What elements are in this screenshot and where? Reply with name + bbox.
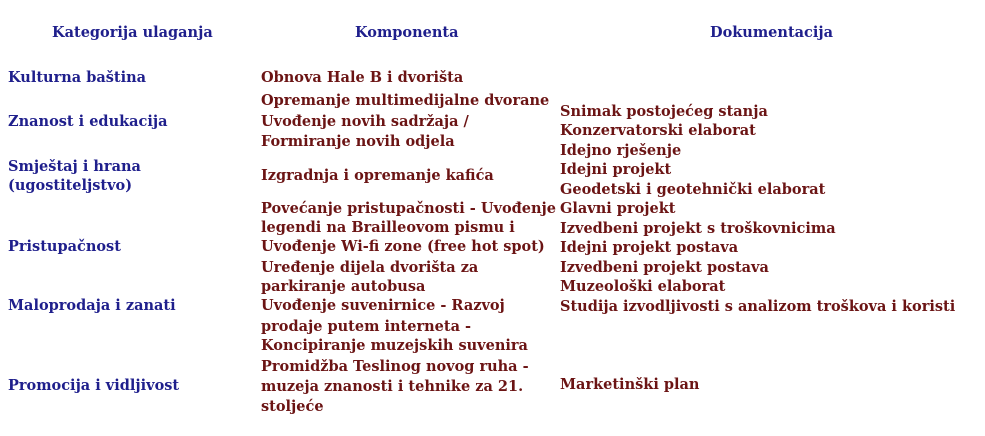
documentation-item: Glavni projekt: [560, 200, 676, 218]
component-line: Koncipiranje muzejskih suvenira: [261, 337, 528, 354]
component-line: Povećanje pristupačnosti - Uvođenje: [261, 200, 556, 217]
header-component: Komponenta: [355, 24, 459, 41]
documentation-item: Izvedbeni projekt postava: [560, 258, 769, 276]
component-line: Formiranje novih odjela: [261, 133, 455, 150]
component-line: prodaje putem interneta -: [261, 318, 472, 335]
documentation-item: Snimak postojećeg stanja: [560, 103, 768, 120]
component-line: Obnova Hale B i dvorišta: [261, 69, 464, 86]
component-line: Izgradnja i opremanje kafića: [261, 167, 494, 184]
component-line: Uvođenje Wi-fi zone (free hot spot): [261, 238, 545, 255]
documentation-item: Konzervatorski elaborat: [560, 122, 756, 140]
documentation-marketing-plan: Marketinški plan: [560, 376, 700, 393]
component-line: Uvođenje novih sadržaja /: [261, 113, 469, 130]
category-accommodation-food-sub: (ugostiteljstvo): [8, 177, 133, 194]
component-line: muzeja znanosti i tehnike za 21.: [261, 378, 524, 395]
category-retail-crafts: Maloprodaja i zanati: [8, 297, 176, 314]
documentation-item: Izvedbeni projekt s troškovnicima: [560, 219, 836, 237]
documentation-item: Idejno rješenje: [560, 141, 682, 159]
component-line: Promidžba Teslinog novog ruha -: [261, 358, 529, 375]
component-line: parkiranje autobusa: [261, 278, 426, 295]
component-line: Opremanje multimedijalne dvorane: [261, 92, 550, 109]
documentation-item: Muzeološki elaborat: [560, 278, 726, 296]
component-line: legendi na Brailleovom pismu i: [261, 219, 515, 236]
category-cultural-heritage: Kulturna baština: [8, 69, 147, 86]
category-science-education: Znanost i edukacija: [8, 113, 168, 130]
header-documentation: Dokumentacija: [710, 24, 834, 41]
category-accessibility: Pristupačnost: [8, 238, 121, 255]
documentation-list: [560, 102, 955, 316]
category-accommodation-food: Smještaj i hrana: [8, 158, 141, 175]
documentation-item: Idejni projekt postava: [560, 239, 739, 257]
documentation-item: Idejni projekt: [560, 161, 672, 179]
component-line: stoljeće: [261, 398, 324, 415]
component-line: Uređenje dijela dvorišta za: [261, 259, 479, 276]
documentation-item: Geodetski i geotehnički elaborat: [560, 180, 826, 198]
component-line: Uvođenje suvenirnice - Razvoj: [261, 297, 505, 314]
category-promotion-visibility: Promocija i vidljivost: [8, 377, 180, 394]
documentation-item: Studija izvodljivosti s analizom troškova i koristi: [560, 297, 956, 315]
header-category: Kategorija ulaganja: [52, 24, 213, 41]
